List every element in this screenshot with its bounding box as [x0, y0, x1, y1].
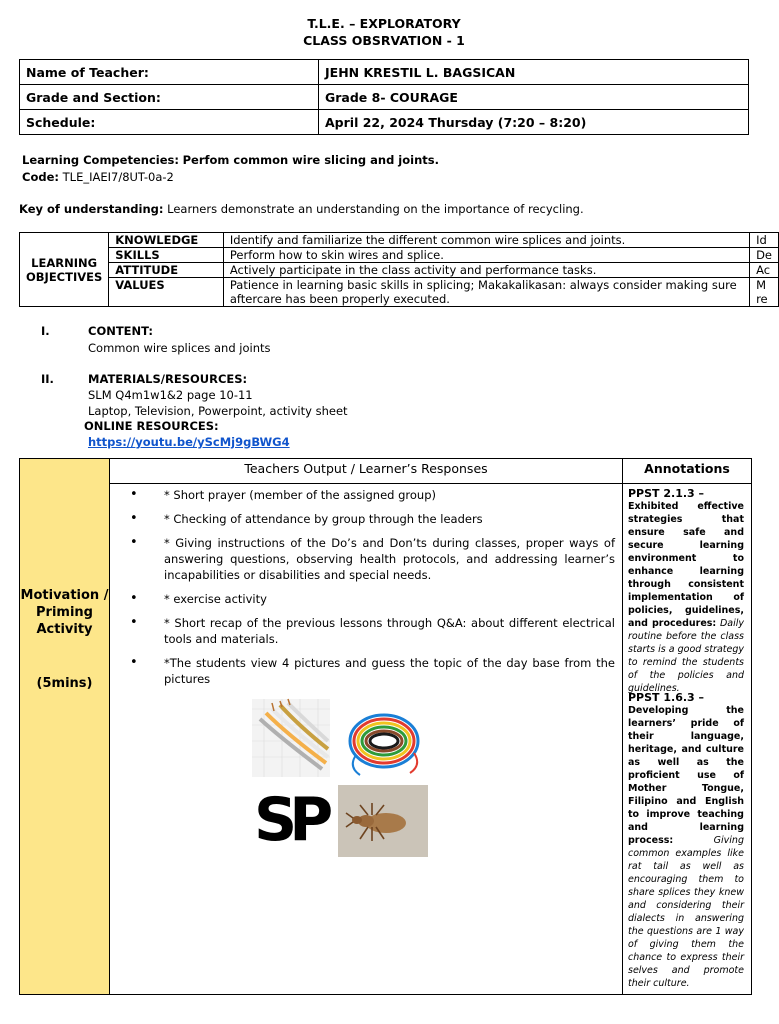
motivation-title: Motivation / Priming Activity	[20, 588, 109, 637]
objective-desc: Perform how to skin wires and splice.	[223, 248, 749, 263]
info-value: April 22, 2024 Thursday (7:20 – 8:20)	[319, 110, 749, 135]
annotation-indicator: Exhibited effective strategies that ensure safe and secure learning environment to enhance learning through consistent implementation of policies, guidelines, and procedures:	[628, 501, 744, 629]
info-value: JEHN KRESTIL L. BAGSICAN	[319, 60, 749, 85]
objective-row	[20, 278, 779, 307]
coiled-wires-image	[344, 703, 424, 777]
objective-extra: Ac	[750, 263, 779, 278]
list-item: • * Checking of attendance by group through the leaders	[130, 511, 615, 527]
objective-category: ATTITUDE	[109, 263, 224, 278]
info-value: Grade 8- COURAGE	[319, 85, 749, 110]
objective-desc: Patience in learning basic skills in splicing; Makakalikasan: always consider making sure aftercare has been properly executed.	[223, 278, 749, 307]
doc-title: T.L.E. – EXPLORATORY	[307, 16, 461, 31]
key-line	[19, 202, 584, 216]
competencies-line	[22, 153, 439, 167]
motivation-duration: (5mins)	[36, 676, 93, 691]
info-label: Grade and Section:	[20, 85, 319, 110]
objectives-table	[19, 232, 779, 307]
wires-image	[252, 699, 330, 777]
coiled-wires-picture	[344, 703, 424, 777]
annotation-heading: PPST 1.6.3 –	[628, 691, 705, 704]
objective-desc: Actively participate in the class activity and performance tasks.	[223, 263, 749, 278]
online-resources-label: ONLINE RESOURCES:	[84, 419, 219, 433]
info-row-grade	[20, 85, 749, 110]
annotation-note: Daily routine before the class starts is a good strategy to remind the students of the policies and guidelines.	[628, 618, 744, 694]
activity-list	[130, 487, 615, 695]
materials-line2: Laptop, Television, Powerpoint, activity sheet	[88, 404, 348, 418]
content-text: Common wire splices and joints	[88, 341, 271, 355]
teacher-info-table	[19, 59, 749, 135]
louse-picture	[338, 785, 428, 857]
list-item: • *The students view 4 pictures and guess the topic of the day base from the pictures	[130, 655, 615, 687]
info-row-schedule	[20, 110, 749, 135]
list-item: • * Short recap of the previous lessons through Q&A: about different electrical tools and materials.	[130, 615, 615, 647]
code-value: TLE_IAEI7/8UT-0a-2	[62, 170, 174, 184]
objective-row	[20, 233, 779, 248]
info-row-teacher	[20, 60, 749, 85]
objective-extra: De	[750, 248, 779, 263]
objective-row	[20, 263, 779, 278]
annotation-indicator: Developing the learners’ pride of their language, heritage, and culture as well as the proficient use of Mother Tongue, Filipino and English to improve teaching and learning process:	[628, 705, 744, 846]
wires-picture	[252, 699, 330, 777]
sp-logo-text: SP	[254, 785, 326, 855]
list-item: • * Giving instructions of the Do’s and Don’ts during classes, proper ways of answering questions, observing health protocols, and addressing learner’s incapabilities or disabilities and special needs.	[130, 535, 615, 583]
content-title: CONTENT:	[88, 324, 153, 338]
louse-image	[338, 785, 428, 857]
annotation-ppst-213	[628, 487, 744, 695]
objective-row	[20, 248, 779, 263]
objective-category: KNOWLEDGE	[109, 233, 224, 248]
objective-extra: M re	[750, 278, 779, 307]
materials-title: MATERIALS/RESOURCES:	[88, 372, 248, 386]
online-resource-link[interactable]: https://youtu.be/yScMj9gBWG4	[88, 435, 290, 449]
objectives-label: LEARNING OBJECTIVES	[20, 233, 109, 307]
teachers-output-header: Teachers Output / Learner’s Responses	[110, 459, 622, 484]
materials-line1: SLM Q4m1w1&2 page 10-11	[88, 388, 253, 402]
list-item: • * exercise activity	[130, 591, 615, 607]
code-label: Code:	[22, 170, 59, 184]
info-label: Name of Teacher:	[20, 60, 319, 85]
sp-logo-picture	[254, 787, 334, 855]
annotation-heading	[628, 487, 744, 500]
competencies-value: Perfom common wire slicing and joints.	[182, 153, 439, 167]
doc-subtitle: CLASS OBSRVATION - 1	[303, 33, 465, 48]
annotation-heading-text: PPST 2.1.3 –	[628, 487, 705, 500]
annotations-header: Annotations	[623, 459, 751, 484]
motivation-section	[19, 458, 752, 995]
code-line	[22, 170, 174, 184]
objective-category: VALUES	[109, 278, 224, 307]
annotation-ppst-163	[628, 691, 744, 990]
motivation-sidebar	[20, 459, 110, 994]
list-item: • * Short prayer (member of the assigned group)	[130, 487, 615, 503]
materials-number: II.	[41, 372, 54, 386]
key-value: Learners demonstrate an understanding on the importance of recycling.	[167, 202, 584, 216]
annotation-note: Giving common examples like rat tail as well as encouraging them to share splices they knew and considering their dialects in answering the questions are 1 way of giving them the chance to express their selves and promote their culture.	[628, 835, 744, 989]
key-label: Key of understanding:	[19, 202, 164, 216]
objective-extra: Id	[750, 233, 779, 248]
info-label: Schedule:	[20, 110, 319, 135]
column-divider	[622, 459, 623, 994]
objective-category: SKILLS	[109, 248, 224, 263]
competencies-label: Learning Competencies:	[22, 153, 179, 167]
objective-desc: Identify and familiarize the different common wire splices and joints.	[223, 233, 749, 248]
content-number: I.	[41, 324, 50, 338]
